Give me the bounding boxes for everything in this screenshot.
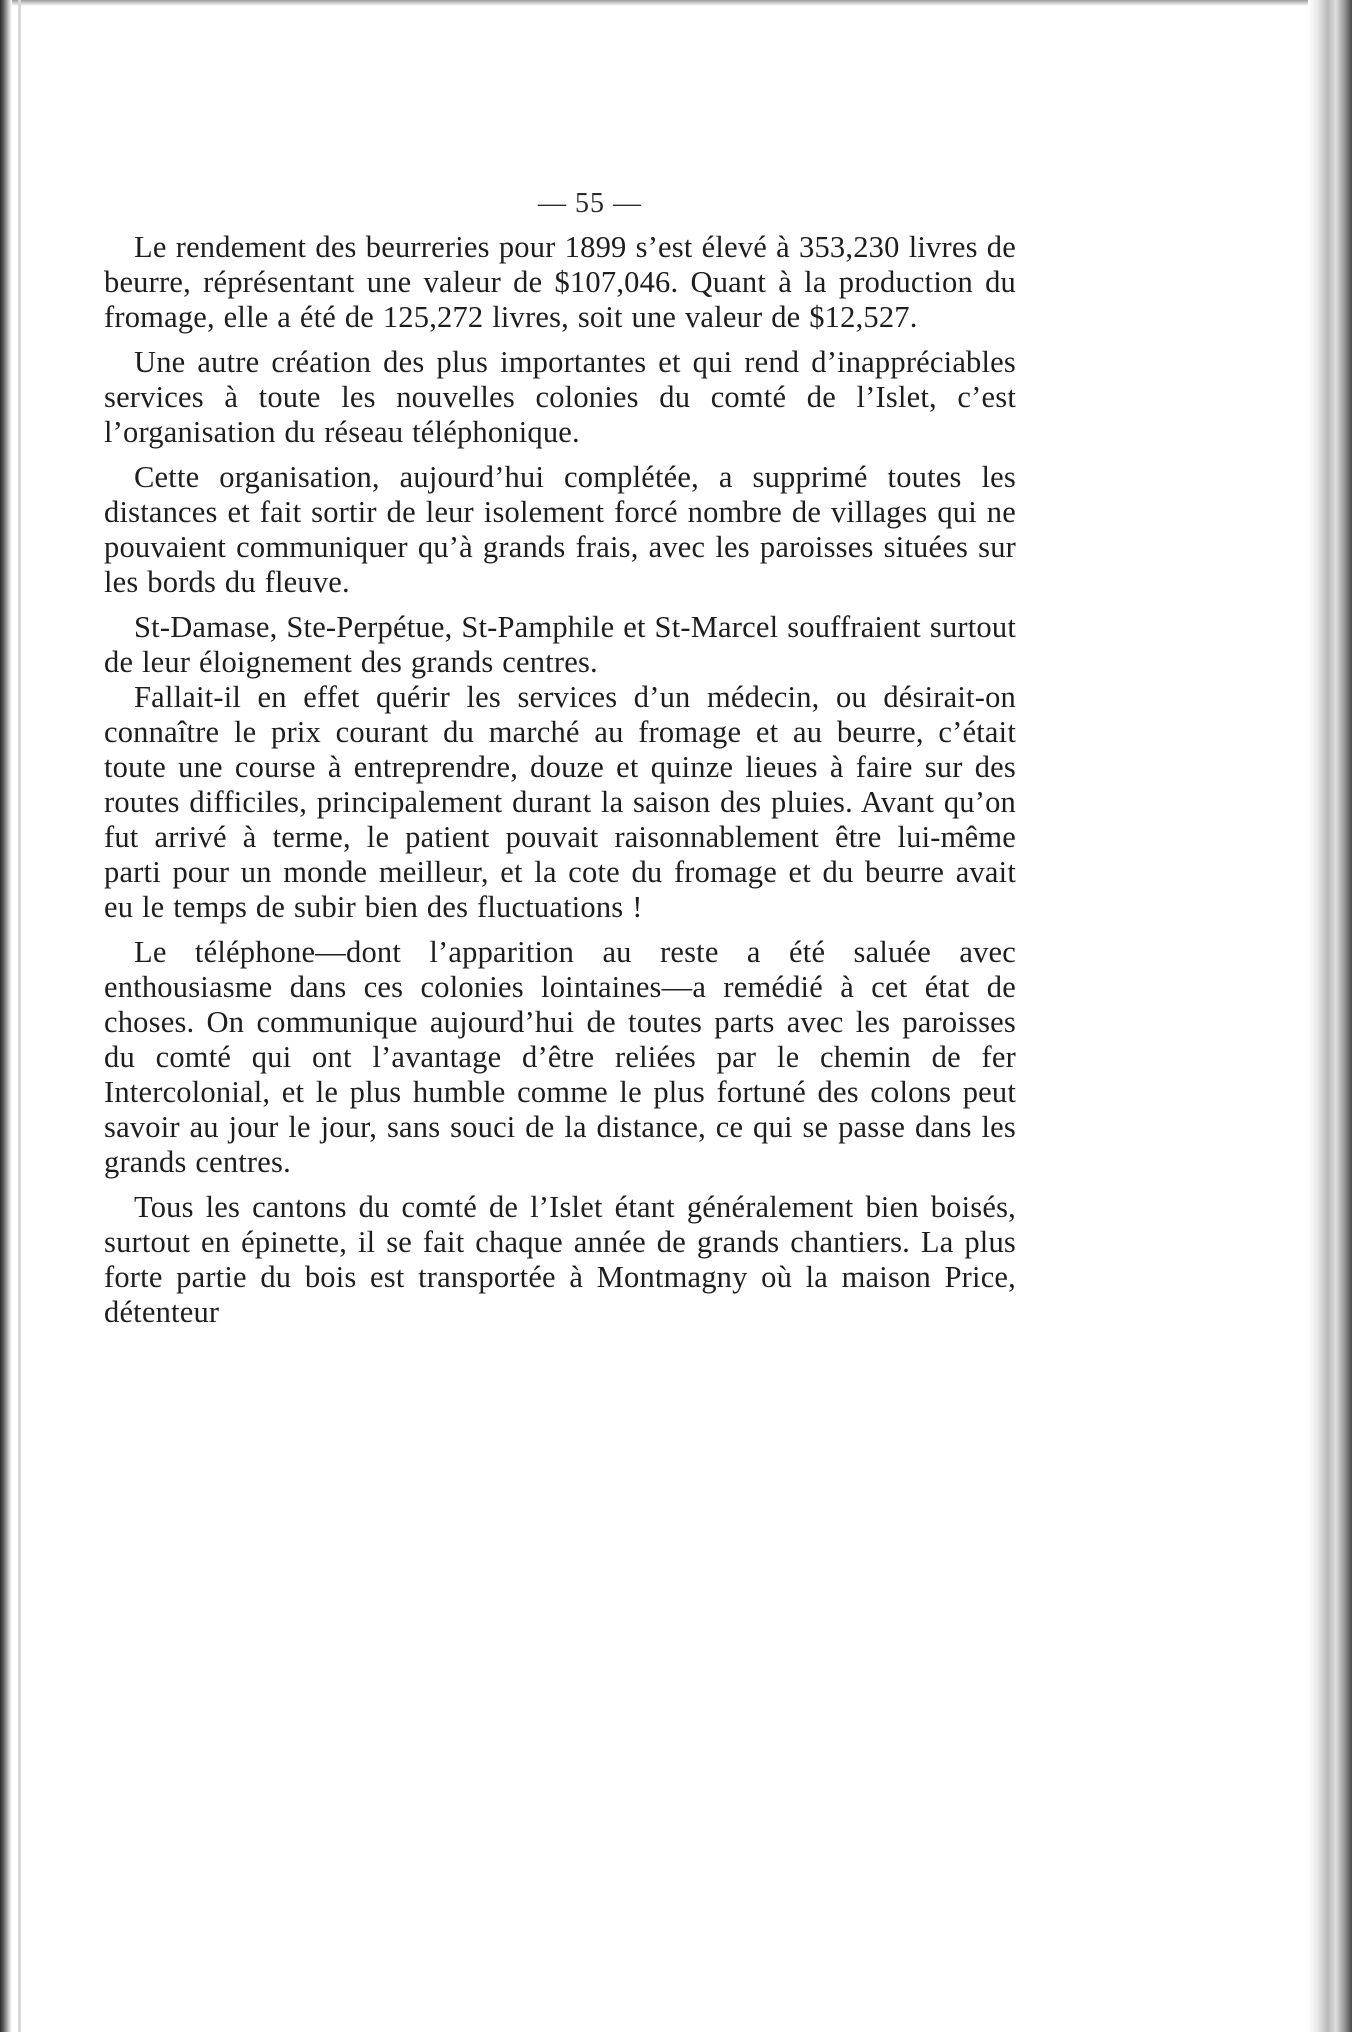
scan-left-shadow <box>18 0 21 2032</box>
paragraph-reseau-telephonique: Une autre création des plus importantes et qui rend d’inappréciables services à toute les nouvelles colonies du comté de l’Islet, c’est l’organisation du réseau téléphonique. <box>104 345 1016 449</box>
paragraph-paroisses: St-Damase, Ste-Perpétue, St-Pamphile et St-Marcel souffraient surtout de leur éloignement des grands centres. <box>104 610 1016 679</box>
book-page <box>104 188 1016 1340</box>
paragraph-telephone: Le téléphone—dont l’apparition au reste a été saluée avec enthousiasme dans ces colonies lointaines—a remédié à cet état de choses. On communique aujourd’hui de toutes parts avec les paroisses du comté qui ont l’avantage d’être reliées par le chemin de fer Intercolonial, et le plus humble comme le plus fortuné des colons peut savoir au jour le jour, sans souci de la distance, ce qui se passe dans les grands centres. <box>104 935 1016 1179</box>
scan-left-edge <box>0 0 12 2032</box>
paragraph-organisation: Cette organisation, aujourd’hui complétée, a supprimé toutes les distances et fait sortir de leur isolement forcé nombre de villages qui ne pouvaient communiquer qu’à grands frais, avec les paroisses situées sur les bords du fleuve. <box>104 460 1016 599</box>
page-number: — 55 — <box>538 188 642 219</box>
paragraph-cantons: Tous les cantons du comté de l’Islet étant généralement bien boisés, surtout en épinette, il se fait chaque année de grands chantiers. La plus forte partie du bois est transportée à Montmagny où la maison Price, détenteur <box>104 1190 1016 1329</box>
paragraph-beurreries: Le rendement des beurreries pour 1899 s’est élevé à 353,230 livres de beurre, réprésentant une valeur de $107,046. Quant à la production du fromage, elle a été de 125,272 livres, soit une valeur de $12,527. <box>104 230 1016 334</box>
scan-top-edge <box>0 0 1352 6</box>
paragraph-medecin: Fallait-il en effet quérir les services d’un médecin, ou désirait-on connaître le prix courant du marché au fromage et au beurre, c’était toute une course à entreprendre, douze et quinze lieues à faire sur des routes difficiles, principalement durant la saison des pluies. Avant qu’on fut arrivé à terme, le patient pouvait raisonnablement être lui-même parti pour un monde meilleur, et la cote du fromage et du beurre avait eu le temps de subir bien des fluctuations ! <box>104 680 1016 924</box>
scan-right-edge <box>1308 0 1352 2032</box>
